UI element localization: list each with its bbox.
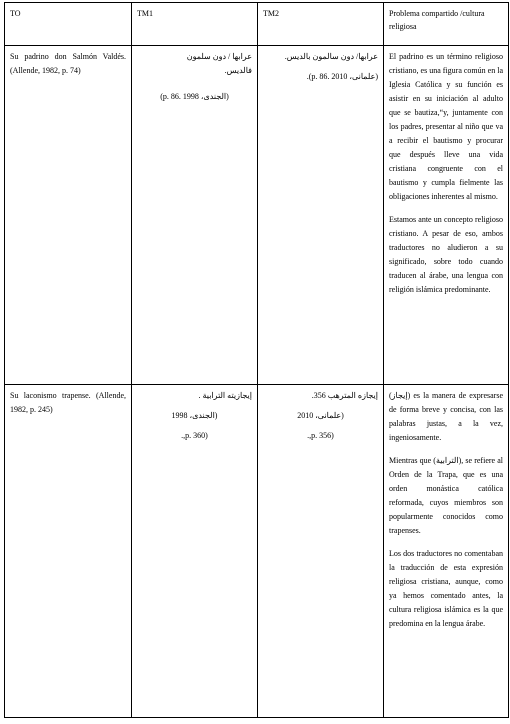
row1-tm2-line1: عرابها/ دون سالمون بالديس. bbox=[284, 52, 378, 61]
row2-source-text: Su laconismo trapense. (Allende, 1982, p. 245) bbox=[5, 385, 132, 718]
row1-tm1-ref: (الجندى، 1998 .p. 86) bbox=[160, 92, 229, 101]
row1-tm2-ref: (علمانى، 2010 .p. 86). bbox=[306, 72, 378, 81]
table-row bbox=[5, 46, 509, 385]
row2-problem-cell bbox=[384, 385, 509, 718]
row2-tm2-line1: إيجازه المترهب 356. bbox=[311, 391, 378, 400]
row1-tm1-line1: عرابها / دون سلمون bbox=[186, 52, 252, 61]
row2-tm1-line1: إيجازيته الترابية . bbox=[198, 391, 252, 400]
table-header-row bbox=[5, 3, 509, 46]
row1-tm2-cell bbox=[258, 46, 384, 385]
row2-problem-p1: (إيجاز) es la manera de expresarse de forma breve y concisa, con las palabras justas, a la vez, ingeniosamente. bbox=[389, 391, 503, 442]
header-tm1: TM1 bbox=[132, 3, 258, 46]
header-to: TO bbox=[5, 3, 132, 46]
row2-tm2-cell bbox=[258, 385, 384, 718]
table-row bbox=[5, 385, 509, 718]
row2-tm2-ref: (p. 356,. bbox=[307, 431, 334, 440]
row2-tm1-line2: (الجندى، 1998 bbox=[171, 411, 218, 420]
comparison-table bbox=[4, 2, 509, 718]
row1-problem-p1: El padrino es un término religioso cristiano, es una figura común en la Iglesia Católica y su función es asistir en su iniciación al adulto que se bautiza,“y, juntamente con los padres, presentar al niño que va a recibir el bautismo y procurar que después lleve una vida cristiana congruente con el bautismo y cumpla fielmente las obligaciones inherentes al mismo. bbox=[389, 52, 503, 201]
row1-source-text: Su padrino don Salmón Valdés. (Allende, 1982, p. 74) bbox=[5, 46, 132, 385]
row1-tm1-line2: فالديس. bbox=[224, 66, 252, 75]
header-tm2: TM2 bbox=[258, 3, 384, 46]
row2-tm1-cell bbox=[132, 385, 258, 718]
row2-tm1-ref: (p. 360,. bbox=[181, 431, 208, 440]
row1-tm1-cell bbox=[132, 46, 258, 385]
row2-tm2-line2: (علمانى، 2010 bbox=[297, 411, 344, 420]
row2-problem-p2: Mientras que (الترابية), se refiere al Orden de la Trapa, que es una orden monástica católica reformada, cuyos miembros son popularmente conocidos como trapenses. bbox=[389, 456, 504, 535]
header-problem: Problema compartido /cultura religiosa bbox=[384, 3, 509, 46]
row2-problem-p3: Los dos traductores no comentaban la traducción de esta expresión religiosa cristiana, aunque, como ya hemos comentado antes, la cultura religiosa islámica es la que predomina en la lengua árabe. bbox=[389, 549, 503, 628]
row1-problem-p2: Estamos ante un concepto religioso cristiano. A pesar de eso, ambos traductores no aludieron a su significado, sobre todo cuando traducen al árabe, una lengua con religión islámica predominante. bbox=[389, 215, 503, 294]
row1-problem-cell bbox=[384, 46, 509, 385]
